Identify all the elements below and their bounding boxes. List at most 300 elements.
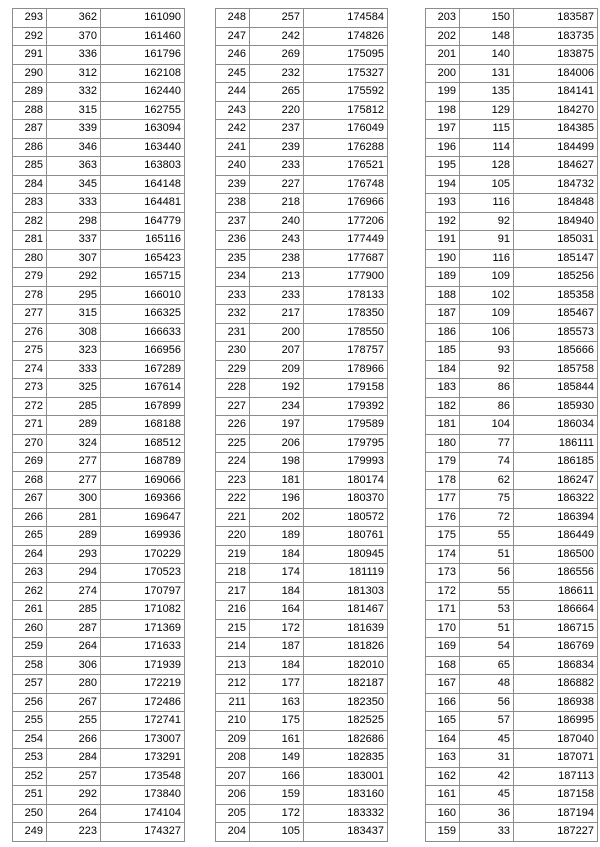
table-row	[13, 83, 185, 102]
cumulative-cell: 182010	[304, 656, 388, 675]
count-cell: 308	[47, 323, 101, 342]
score-cell: 283	[13, 194, 47, 213]
count-cell: 192	[250, 379, 304, 398]
cumulative-cell: 174104	[101, 804, 185, 823]
count-cell: 55	[460, 582, 514, 601]
count-cell: 255	[47, 712, 101, 731]
score-cell: 288	[13, 101, 47, 120]
score-cell: 265	[13, 527, 47, 546]
table-row	[13, 490, 185, 509]
table-row	[426, 175, 598, 194]
count-cell: 289	[47, 527, 101, 546]
count-cell: 234	[250, 397, 304, 416]
score-cell: 190	[426, 249, 460, 268]
table-row	[13, 120, 185, 139]
count-cell: 363	[47, 157, 101, 176]
table-row	[13, 601, 185, 620]
table-row	[216, 675, 388, 694]
table-row	[426, 490, 598, 509]
score-cell: 162	[426, 767, 460, 786]
score-cell: 264	[13, 545, 47, 564]
count-cell: 218	[250, 194, 304, 213]
score-cell: 241	[216, 138, 250, 157]
score-cell: 225	[216, 434, 250, 453]
table-row	[13, 342, 185, 361]
count-cell: 240	[250, 212, 304, 231]
table-row	[216, 379, 388, 398]
table-row	[216, 249, 388, 268]
cumulative-cell: 177449	[304, 231, 388, 250]
count-cell: 274	[47, 582, 101, 601]
table-row	[13, 453, 185, 472]
score-cell: 290	[13, 64, 47, 83]
table-row	[13, 360, 185, 379]
score-cell: 196	[426, 138, 460, 157]
cumulative-cell: 164481	[101, 194, 185, 213]
score-cell: 204	[216, 823, 250, 842]
table-row	[426, 379, 598, 398]
cumulative-cell: 176966	[304, 194, 388, 213]
score-cell: 187	[426, 305, 460, 324]
cumulative-cell: 184270	[514, 101, 598, 120]
count-cell: 105	[460, 175, 514, 194]
score-cell: 269	[13, 453, 47, 472]
table-row	[216, 490, 388, 509]
cumulative-cell: 184385	[514, 120, 598, 139]
count-cell: 174	[250, 564, 304, 583]
cumulative-cell: 176748	[304, 175, 388, 194]
cumulative-cell: 187194	[514, 804, 598, 823]
table-row	[13, 508, 185, 527]
score-cell: 169	[426, 638, 460, 657]
cumulative-cell: 187158	[514, 786, 598, 805]
count-cell: 242	[250, 27, 304, 46]
table-row	[426, 64, 598, 83]
cumulative-cell: 186394	[514, 508, 598, 527]
count-cell: 281	[47, 508, 101, 527]
score-cell: 261	[13, 601, 47, 620]
score-cell: 217	[216, 582, 250, 601]
count-cell: 172	[250, 804, 304, 823]
score-cell: 208	[216, 749, 250, 768]
cumulative-cell: 182686	[304, 730, 388, 749]
count-cell: 149	[250, 749, 304, 768]
table-row	[216, 434, 388, 453]
cumulative-cell: 186769	[514, 638, 598, 657]
cumulative-cell: 182350	[304, 693, 388, 712]
table-row	[13, 46, 185, 65]
count-cell: 129	[460, 101, 514, 120]
count-cell: 238	[250, 249, 304, 268]
score-cell: 202	[426, 27, 460, 46]
count-cell: 55	[460, 527, 514, 546]
count-cell: 184	[250, 582, 304, 601]
score-cell: 237	[216, 212, 250, 231]
table-row	[216, 619, 388, 638]
score-cell: 287	[13, 120, 47, 139]
cumulative-cell: 178757	[304, 342, 388, 361]
cumulative-cell: 165423	[101, 249, 185, 268]
count-cell: 164	[250, 601, 304, 620]
cumulative-cell: 175095	[304, 46, 388, 65]
score-cell: 183	[426, 379, 460, 398]
table-row	[426, 194, 598, 213]
score-cell: 277	[13, 305, 47, 324]
count-cell: 77	[460, 434, 514, 453]
score-cell: 249	[13, 823, 47, 842]
count-cell: 223	[47, 823, 101, 842]
score-cell: 259	[13, 638, 47, 657]
score-cell: 236	[216, 231, 250, 250]
score-cell: 203	[426, 9, 460, 28]
table-row	[216, 508, 388, 527]
count-cell: 51	[460, 619, 514, 638]
table-row	[13, 712, 185, 731]
cumulative-cell: 165116	[101, 231, 185, 250]
count-cell: 187	[250, 638, 304, 657]
score-cell: 291	[13, 46, 47, 65]
table-row	[216, 83, 388, 102]
count-cell: 233	[250, 157, 304, 176]
count-cell: 206	[250, 434, 304, 453]
score-cell: 172	[426, 582, 460, 601]
score-cell: 185	[426, 342, 460, 361]
count-cell: 337	[47, 231, 101, 250]
count-cell: 116	[460, 249, 514, 268]
table-row	[13, 823, 185, 842]
score-cell: 201	[426, 46, 460, 65]
count-cell: 116	[460, 194, 514, 213]
score-cell: 276	[13, 323, 47, 342]
count-cell: 166	[250, 767, 304, 786]
cumulative-cell: 182187	[304, 675, 388, 694]
count-cell: 42	[460, 767, 514, 786]
table-row	[216, 120, 388, 139]
score-cell: 228	[216, 379, 250, 398]
table-row	[13, 471, 185, 490]
count-cell: 217	[250, 305, 304, 324]
count-cell: 202	[250, 508, 304, 527]
count-cell: 284	[47, 749, 101, 768]
count-cell: 257	[250, 9, 304, 28]
table-row	[426, 416, 598, 435]
count-cell: 56	[460, 693, 514, 712]
cumulative-cell: 180761	[304, 527, 388, 546]
count-cell: 159	[250, 786, 304, 805]
score-cell: 212	[216, 675, 250, 694]
table-row	[426, 46, 598, 65]
cumulative-cell: 186556	[514, 564, 598, 583]
table-row	[216, 638, 388, 657]
count-cell: 74	[460, 453, 514, 472]
count-cell: 265	[250, 83, 304, 102]
count-cell: 115	[460, 120, 514, 139]
count-cell: 292	[47, 268, 101, 287]
cumulative-cell: 162755	[101, 101, 185, 120]
cumulative-cell: 169066	[101, 471, 185, 490]
cumulative-cell: 180174	[304, 471, 388, 490]
table-row	[13, 64, 185, 83]
table-row	[216, 804, 388, 823]
cumulative-cell: 186715	[514, 619, 598, 638]
score-cell: 281	[13, 231, 47, 250]
table-row	[426, 638, 598, 657]
score-cell: 232	[216, 305, 250, 324]
score-cell: 178	[426, 471, 460, 490]
table-row	[13, 249, 185, 268]
table-row	[426, 471, 598, 490]
count-cell: 266	[47, 730, 101, 749]
score-cell: 214	[216, 638, 250, 657]
table-row	[13, 416, 185, 435]
count-cell: 370	[47, 27, 101, 46]
cumulative-cell: 186995	[514, 712, 598, 731]
score-cell: 161	[426, 786, 460, 805]
count-cell: 346	[47, 138, 101, 157]
table-row	[13, 305, 185, 324]
cumulative-cell: 179158	[304, 379, 388, 398]
table-row	[13, 564, 185, 583]
score-cell: 193	[426, 194, 460, 213]
count-cell: 292	[47, 786, 101, 805]
score-table-grid-3	[425, 8, 598, 842]
cumulative-cell: 186322	[514, 490, 598, 509]
cumulative-cell: 184627	[514, 157, 598, 176]
count-cell: 184	[250, 656, 304, 675]
count-cell: 277	[47, 453, 101, 472]
table-row	[216, 656, 388, 675]
count-cell: 264	[47, 804, 101, 823]
cumulative-cell: 187227	[514, 823, 598, 842]
table-row	[13, 693, 185, 712]
cumulative-cell: 187071	[514, 749, 598, 768]
count-cell: 200	[250, 323, 304, 342]
score-cell: 280	[13, 249, 47, 268]
table-row	[426, 804, 598, 823]
cumulative-cell: 167899	[101, 397, 185, 416]
score-cell: 223	[216, 471, 250, 490]
score-cell: 160	[426, 804, 460, 823]
score-cell: 248	[216, 9, 250, 28]
table-row	[426, 527, 598, 546]
table-row	[426, 823, 598, 842]
score-cell: 266	[13, 508, 47, 527]
table-row	[216, 416, 388, 435]
table-row	[13, 582, 185, 601]
cumulative-cell: 173840	[101, 786, 185, 805]
count-cell: 339	[47, 120, 101, 139]
cumulative-cell: 177687	[304, 249, 388, 268]
count-cell: 307	[47, 249, 101, 268]
score-cell: 240	[216, 157, 250, 176]
score-cell: 220	[216, 527, 250, 546]
cumulative-cell: 183001	[304, 767, 388, 786]
score-cell: 271	[13, 416, 47, 435]
cumulative-cell: 186247	[514, 471, 598, 490]
cumulative-cell: 178550	[304, 323, 388, 342]
count-cell: 140	[460, 46, 514, 65]
count-cell: 106	[460, 323, 514, 342]
cumulative-cell: 164148	[101, 175, 185, 194]
table-row	[426, 619, 598, 638]
score-cell: 270	[13, 434, 47, 453]
cumulative-cell: 161796	[101, 46, 185, 65]
cumulative-cell: 169366	[101, 490, 185, 509]
cumulative-cell: 168188	[101, 416, 185, 435]
count-cell: 109	[460, 305, 514, 324]
table-row	[216, 194, 388, 213]
table-row	[216, 231, 388, 250]
table-row	[13, 730, 185, 749]
score-cell: 180	[426, 434, 460, 453]
cumulative-cell: 183437	[304, 823, 388, 842]
count-cell: 177	[250, 675, 304, 694]
score-cell: 275	[13, 342, 47, 361]
count-cell: 181	[250, 471, 304, 490]
count-cell: 104	[460, 416, 514, 435]
score-cell: 254	[13, 730, 47, 749]
table-row	[216, 46, 388, 65]
count-cell: 333	[47, 194, 101, 213]
table-row	[426, 231, 598, 250]
cumulative-cell: 174826	[304, 27, 388, 46]
table-row	[13, 286, 185, 305]
cumulative-cell: 170229	[101, 545, 185, 564]
table-row	[13, 268, 185, 287]
score-cell: 186	[426, 323, 460, 342]
table-row	[216, 730, 388, 749]
cumulative-cell: 168789	[101, 453, 185, 472]
score-cell: 209	[216, 730, 250, 749]
table-row	[13, 27, 185, 46]
table-row	[426, 693, 598, 712]
table-row	[426, 786, 598, 805]
cumulative-cell: 185467	[514, 305, 598, 324]
table-row	[426, 767, 598, 786]
table-row	[13, 675, 185, 694]
cumulative-cell: 185930	[514, 397, 598, 416]
cumulative-cell: 180370	[304, 490, 388, 509]
count-cell: 172	[250, 619, 304, 638]
cumulative-cell: 177900	[304, 268, 388, 287]
score-cell: 258	[13, 656, 47, 675]
cumulative-cell: 169936	[101, 527, 185, 546]
cumulative-cell: 161460	[101, 27, 185, 46]
cumulative-cell: 166325	[101, 305, 185, 324]
score-cell: 246	[216, 46, 250, 65]
cumulative-cell: 186449	[514, 527, 598, 546]
table-row	[426, 397, 598, 416]
score-cell: 273	[13, 379, 47, 398]
count-cell: 233	[250, 286, 304, 305]
count-cell: 45	[460, 730, 514, 749]
count-cell: 148	[460, 27, 514, 46]
table-row	[216, 823, 388, 842]
score-cell: 177	[426, 490, 460, 509]
table-row	[13, 804, 185, 823]
count-cell: 51	[460, 545, 514, 564]
cumulative-cell: 166956	[101, 342, 185, 361]
score-cell: 199	[426, 83, 460, 102]
cumulative-cell: 176288	[304, 138, 388, 157]
score-cell: 282	[13, 212, 47, 231]
table-row	[216, 323, 388, 342]
cumulative-cell: 183587	[514, 9, 598, 28]
score-cell: 235	[216, 249, 250, 268]
score-table-body-3	[426, 9, 598, 842]
count-cell: 336	[47, 46, 101, 65]
table-row	[216, 767, 388, 786]
score-cell: 173	[426, 564, 460, 583]
cumulative-cell: 163094	[101, 120, 185, 139]
score-cell: 179	[426, 453, 460, 472]
cumulative-cell: 171082	[101, 601, 185, 620]
cumulative-cell: 185573	[514, 323, 598, 342]
score-cell: 226	[216, 416, 250, 435]
cumulative-cell: 183332	[304, 804, 388, 823]
score-cell: 227	[216, 397, 250, 416]
score-cell: 182	[426, 397, 460, 416]
cumulative-cell: 172741	[101, 712, 185, 731]
count-cell: 65	[460, 656, 514, 675]
count-cell: 362	[47, 9, 101, 28]
score-cell: 197	[426, 120, 460, 139]
cumulative-cell: 186938	[514, 693, 598, 712]
score-table-grid-2	[215, 8, 388, 842]
cumulative-cell: 187113	[514, 767, 598, 786]
count-cell: 92	[460, 212, 514, 231]
table-row	[216, 9, 388, 28]
cumulative-cell: 167614	[101, 379, 185, 398]
count-cell: 57	[460, 712, 514, 731]
score-cell: 206	[216, 786, 250, 805]
score-cell: 234	[216, 268, 250, 287]
table-row	[426, 212, 598, 231]
cumulative-cell: 166010	[101, 286, 185, 305]
table-row	[426, 305, 598, 324]
count-cell: 323	[47, 342, 101, 361]
table-row	[426, 564, 598, 583]
cumulative-cell: 187040	[514, 730, 598, 749]
score-cell: 222	[216, 490, 250, 509]
cumulative-cell: 170797	[101, 582, 185, 601]
score-cell: 159	[426, 823, 460, 842]
count-cell: 175	[250, 712, 304, 731]
table-row	[13, 231, 185, 250]
table-row	[13, 638, 185, 657]
table-row	[13, 101, 185, 120]
count-cell: 198	[250, 453, 304, 472]
score-cell: 257	[13, 675, 47, 694]
cumulative-cell: 185147	[514, 249, 598, 268]
score-cell: 218	[216, 564, 250, 583]
table-row	[426, 101, 598, 120]
cumulative-cell: 185666	[514, 342, 598, 361]
table-row	[426, 656, 598, 675]
score-cell: 233	[216, 286, 250, 305]
table-row	[426, 27, 598, 46]
table-row	[13, 9, 185, 28]
cumulative-cell: 183160	[304, 786, 388, 805]
count-cell: 86	[460, 379, 514, 398]
table-row	[426, 601, 598, 620]
table-row	[216, 693, 388, 712]
count-cell: 196	[250, 490, 304, 509]
cumulative-cell: 185031	[514, 231, 598, 250]
score-table-body-1	[13, 9, 185, 842]
score-cell: 255	[13, 712, 47, 731]
cumulative-cell: 174584	[304, 9, 388, 28]
